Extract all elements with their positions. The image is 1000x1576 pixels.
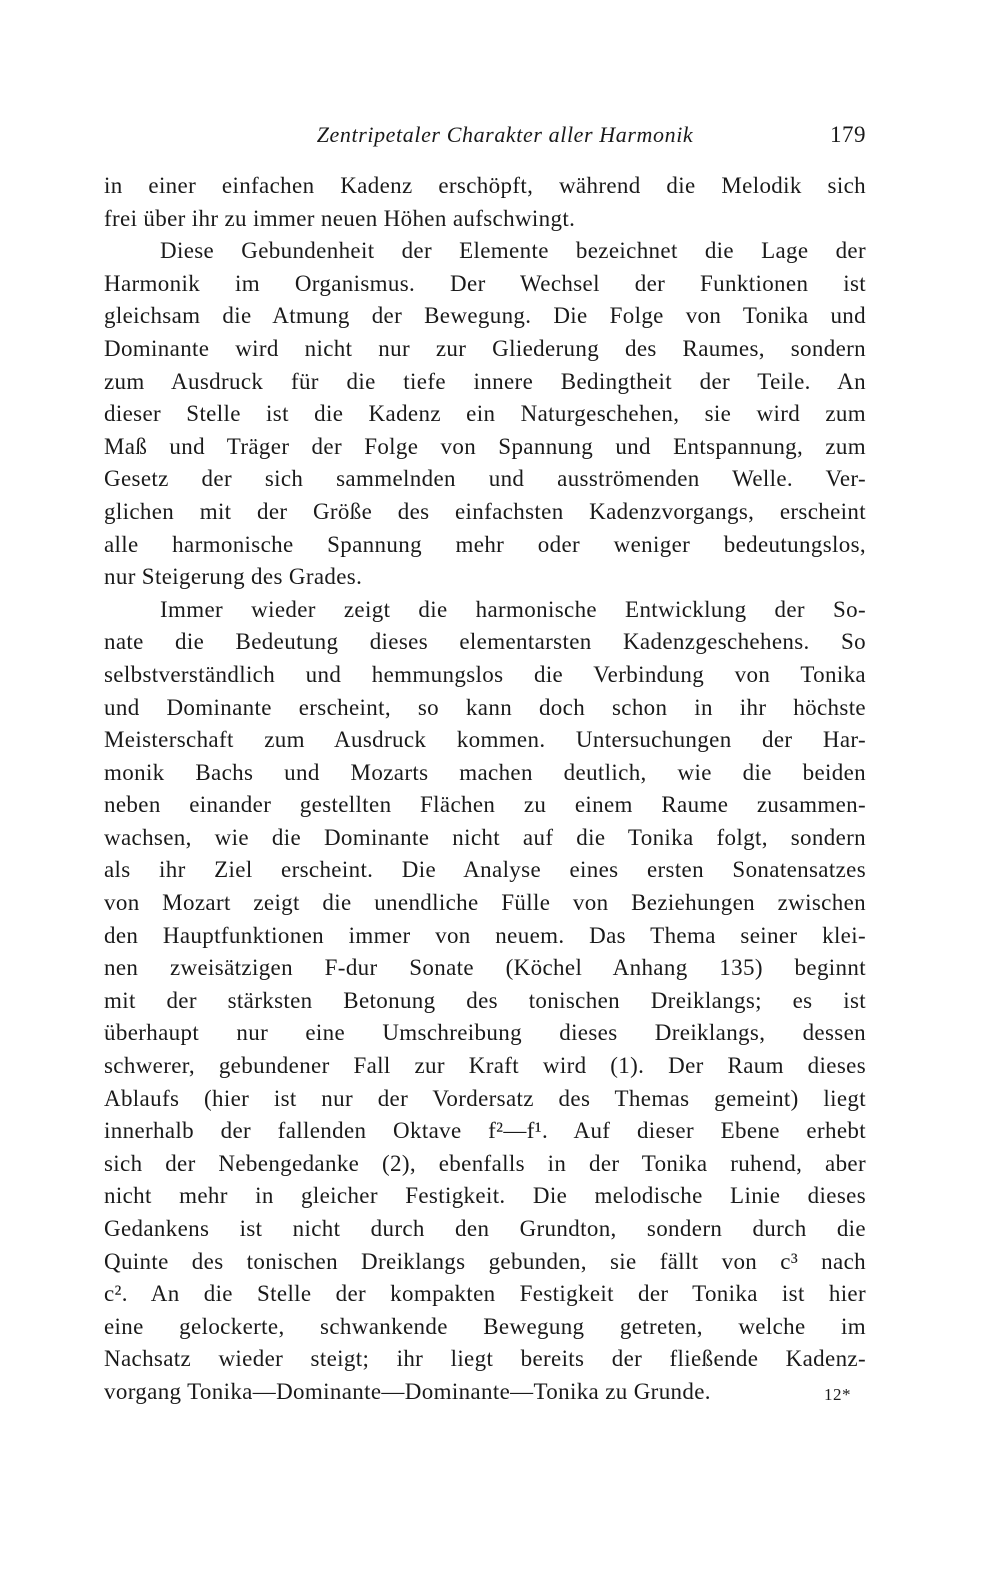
text-line: Harmonik im Organismus. Der Wechsel der Funktionen ist: [104, 270, 866, 296]
text-line: gleichsam die Atmung der Bewegung. Die Folge von Tonika und: [104, 303, 866, 329]
text-line: nate die Bedeutung dieses elementarsten Kadenzgeschehens. So: [104, 629, 866, 655]
text-line: Ablaufs (hier ist nur der Vordersatz des Themas gemeint) liegt: [104, 1085, 866, 1111]
text-line: und Dominante erscheint, so kann doch schon in ihr höchste: [104, 694, 866, 720]
text-line: innerhalb der fallenden Oktave f²—f¹. Auf dieser Ebene erhebt: [104, 1118, 866, 1144]
text-line: Nachsatz wieder steigt; ihr liegt bereits der fließende Kadenz-: [104, 1346, 866, 1372]
text-line: überhaupt nur eine Umschreibung dieses Dreiklangs, dessen: [104, 1020, 866, 1046]
text-line: Maß und Träger der Folge von Spannung und Entspannung, zum: [104, 433, 866, 459]
text-line: in einer einfachen Kadenz erschöpft, während die Melodik sich: [104, 173, 866, 198]
text-line: Quinte des tonischen Dreiklangs gebunden, sie fällt von c³ nach: [104, 1248, 866, 1274]
body-text: [104, 170, 866, 1409]
text-line: Dominante wird nicht nur zur Gliederung des Raumes, sondern: [104, 335, 866, 361]
text-line: mit der stärksten Betonung des tonischen Dreiklangs; es ist: [104, 987, 866, 1013]
text-line: sich der Nebengedanke (2), ebenfalls in der Tonika ruhend, aber: [104, 1150, 866, 1176]
text-line: monik Bachs und Mozarts machen deutlich, wie die beiden: [104, 759, 866, 785]
signature-mark: 12*: [824, 1385, 851, 1404]
text-line: vorgang Tonika—Dominante—Dominante—Tonika zu Grunde.: [104, 1378, 711, 1404]
text-line: Gedankens ist nicht durch den Grundton, sondern durch die: [104, 1216, 866, 1241]
text-line: nen zweisätzigen F-dur Sonate (Köchel Anhang 135) beginnt: [104, 955, 866, 981]
text-line: nur Steigerung des Grades.: [104, 564, 363, 590]
page-number: 179: [830, 122, 866, 147]
text-line: Immer wieder zeigt die harmonische Entwicklung der So-: [160, 596, 866, 622]
text-line: c². An die Stelle der kompakten Festigkeit der Tonika ist hier: [104, 1281, 866, 1307]
text-line: als ihr Ziel erscheint. Die Analyse eines ersten Sonatensatzes: [104, 857, 866, 883]
text-line: schwerer, gebundener Fall zur Kraft wird (1). Der Raum dieses: [104, 1053, 866, 1079]
text-line: von Mozart zeigt die unendliche Fülle von Beziehungen zwischen: [104, 890, 866, 916]
text-line: den Hauptfunktionen immer von neuem. Das Thema seiner klei-: [104, 922, 866, 948]
running-title: Zentripetaler Charakter aller Harmonik: [316, 122, 694, 147]
text-line: Meisterschaft zum Ausdruck kommen. Untersuchungen der Har-: [104, 727, 866, 753]
text-line: nicht mehr in gleicher Festigkeit. Die melodische Linie dieses: [104, 1183, 866, 1209]
text-line: eine gelockerte, schwankende Bewegung getreten, welche im: [104, 1313, 866, 1339]
text-line: zum Ausdruck für die tiefe innere Bedingtheit der Teile. An: [104, 368, 866, 394]
text-line: dieser Stelle ist die Kadenz ein Naturgeschehen, sie wird zum: [104, 401, 866, 427]
text-line: neben einander gestellten Flächen zu einem Raume zusammen-: [104, 792, 866, 818]
text-line: glichen mit der Größe des einfachsten Kadenzvorgangs, erscheint: [104, 498, 866, 524]
text-line: Diese Gebundenheit der Elemente bezeichnet die Lage der: [160, 238, 866, 264]
text-line: wachsen, wie die Dominante nicht auf die Tonika folgt, sondern: [104, 824, 866, 850]
text-line: alle harmonische Spannung mehr oder weniger bedeutungslos,: [104, 531, 866, 557]
text-line: selbstverständlich und hemmungslos die Verbindung von Tonika: [104, 661, 866, 687]
running-head: [104, 122, 866, 156]
text-line: Gesetz der sich sammelnden und ausströmenden Welle. Ver-: [104, 466, 866, 492]
text-line: frei über ihr zu immer neuen Höhen aufschwingt.: [104, 205, 576, 231]
